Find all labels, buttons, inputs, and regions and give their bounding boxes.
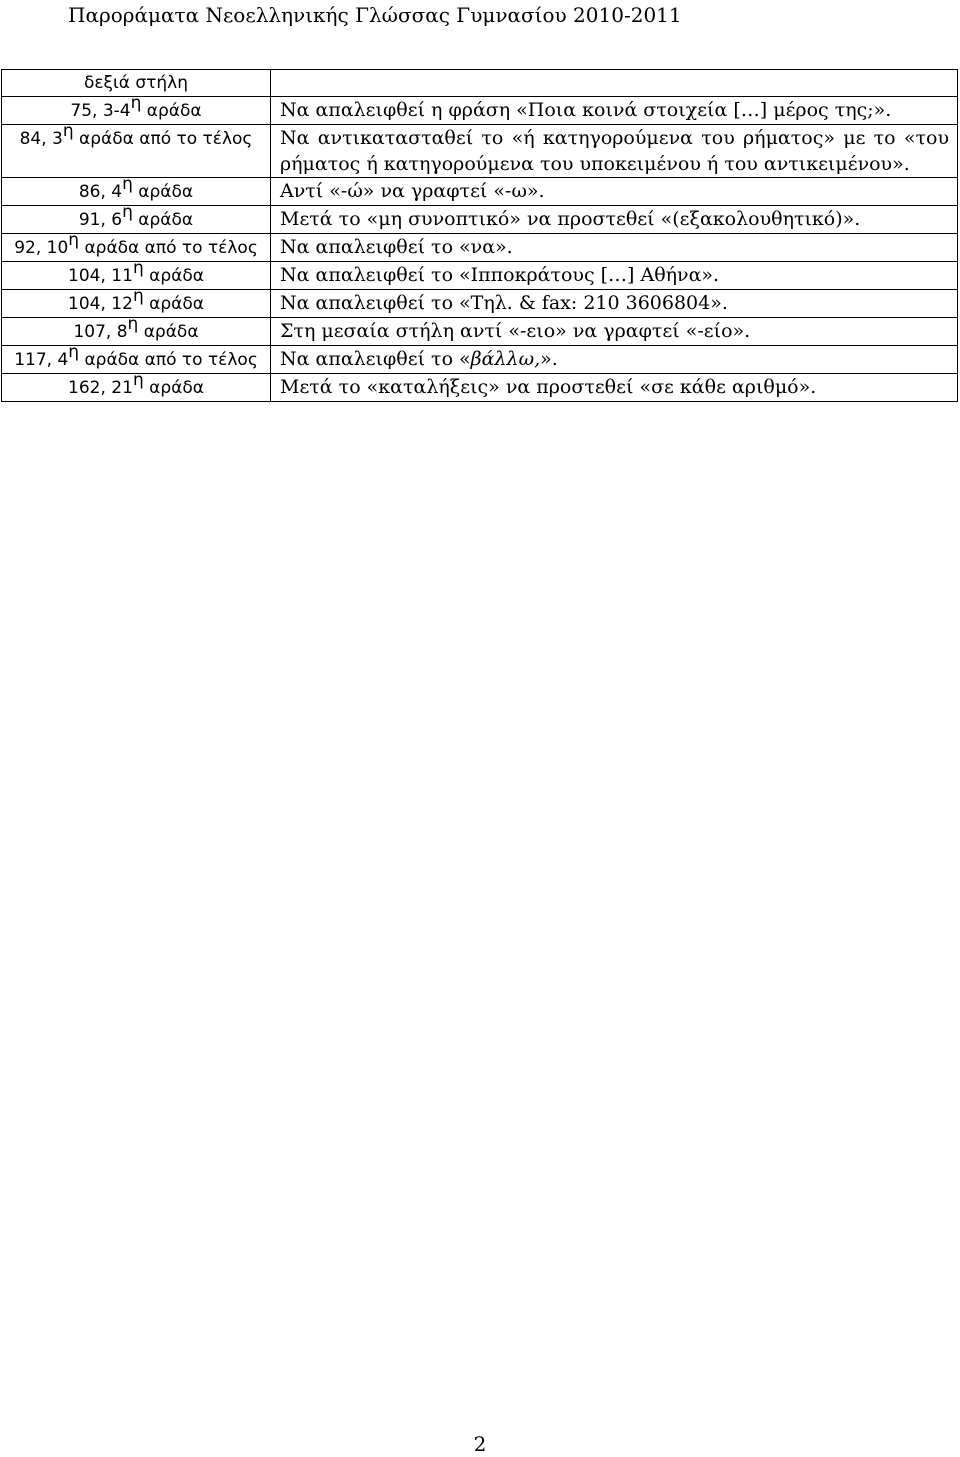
location-cell: [2, 314, 271, 346]
correction-cell: Μετά το «μη συνοπτικό» να προστεθεί «(εξακολουθητικό)».: [271, 206, 958, 234]
errata-table: [1, 69, 958, 402]
location-cell: [2, 93, 271, 125]
correction-cell: Να απαλειφθεί το «Ιπποκράτους […] Αθήνα».: [271, 262, 958, 290]
correction-cell: Να αντικατασταθεί το «ή κατηγορούμενα του ρήματος» με το «του ρήματος ή κατηγορούμενα του υποκειμένου ή του αντικειμένου».: [271, 125, 958, 178]
table-row: [2, 318, 958, 346]
location-number: 107, 8: [73, 322, 128, 342]
location-cell: [2, 174, 271, 206]
section-empty-cell: [271, 70, 958, 97]
ordinal-suffix: η: [132, 258, 144, 278]
location-text: αράδα: [143, 294, 204, 314]
location-number: 162, 21: [68, 378, 133, 398]
page-number: 2: [473, 1432, 487, 1456]
location-number: 104, 12: [68, 294, 133, 314]
ordinal-suffix: η: [122, 174, 133, 194]
page-header: Παροράματα Νεοελληνικής Γλώσσας Γυμνασίου 2010-2011: [68, 3, 682, 27]
table-row: [2, 290, 958, 318]
correction-cell: Αντί «-ώ» να γραφτεί «-ω».: [271, 178, 958, 206]
ordinal-suffix: η: [132, 370, 144, 390]
location-number: 84, 3: [19, 129, 63, 149]
correction-cell: Να απαλειφθεί το «Τηλ. & fax: 210 3606804».: [271, 290, 958, 318]
location-number: 86, 4: [78, 182, 123, 202]
ordinal-suffix: η: [122, 202, 133, 222]
ordinal-suffix: η: [127, 314, 139, 334]
location-text: αράδα: [143, 378, 204, 398]
location-text: αράδα από το τέλος: [79, 350, 258, 370]
ordinal-suffix: η: [68, 230, 80, 250]
location-text: αράδα: [143, 266, 204, 286]
location-cell: [2, 121, 271, 178]
correction-cell: [271, 346, 958, 374]
location-number: 91, 6: [78, 210, 123, 230]
location-number: 117, 4: [14, 350, 69, 370]
location-number: 104, 11: [68, 266, 133, 286]
correction-text: Να απαλειφθεί το «: [280, 348, 471, 370]
ordinal-suffix: η: [130, 93, 142, 113]
ordinal-suffix: η: [68, 342, 80, 362]
table-row: [2, 234, 958, 262]
table-row: [2, 125, 958, 178]
location-text: αράδα: [132, 182, 194, 202]
location-text: αράδα: [132, 210, 194, 230]
table-row: [2, 97, 958, 125]
location-text: αράδα: [138, 322, 199, 342]
correction-italic-word: βάλλω,: [470, 348, 541, 370]
location-text: αράδα: [141, 101, 202, 121]
table-row: [2, 178, 958, 206]
location-cell: [2, 202, 271, 234]
location-number: 92, 10: [14, 238, 69, 258]
location-text: αράδα από το τέλος: [73, 129, 253, 149]
table-row: [2, 346, 958, 374]
correction-text-end: ».: [540, 348, 558, 370]
section-row: [2, 70, 958, 97]
table-row: [2, 374, 958, 402]
table-row: [2, 262, 958, 290]
ordinal-suffix: η: [62, 121, 74, 141]
location-cell: [2, 370, 271, 402]
section-label: δεξιά στήλη: [2, 70, 271, 97]
correction-cell: Μετά το «καταλήξεις» να προστεθεί «σε κάθε αριθμό».: [271, 374, 958, 402]
correction-cell: Να απαλειφθεί η φράση «Ποια κοινά στοιχεία […] μέρος της;».: [271, 97, 958, 125]
correction-cell: Να απαλειφθεί το «να».: [271, 234, 958, 262]
correction-cell: Στη μεσαία στήλη αντί «-ειο» να γραφτεί «-είο».: [271, 318, 958, 346]
ordinal-suffix: η: [132, 286, 144, 306]
location-number: 75, 3-4: [70, 101, 131, 121]
table-row: [2, 206, 958, 234]
location-text: αράδα από το τέλος: [79, 238, 258, 258]
